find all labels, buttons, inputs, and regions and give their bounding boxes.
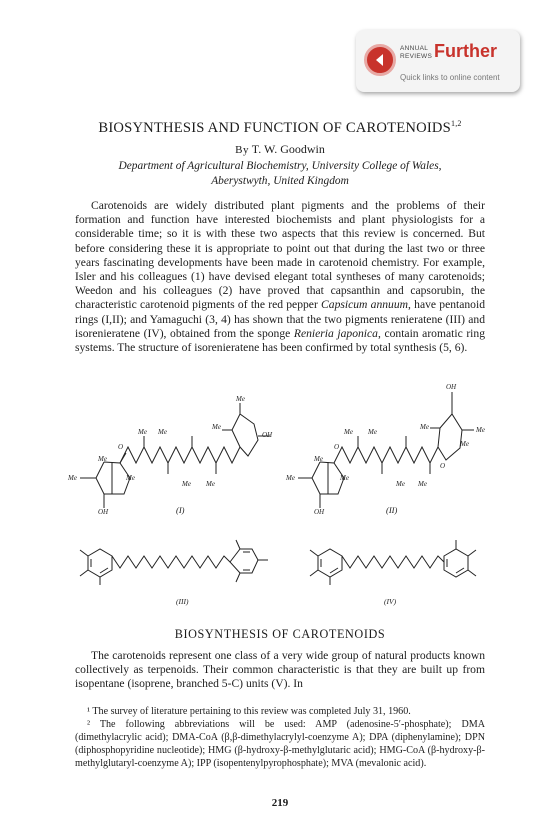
structure-II-atom: Me bbox=[314, 455, 323, 463]
structure-I-label: (I) bbox=[176, 505, 185, 515]
intro-paragraph: Carotenoids are widely distributed plant pigments and the problems of their formation and function have interested biochemists and plant physiologists for a considerable time; so it is with these two aspects that this review is concerned. But before considering these it is appropriate to point out that during the last two or three years fascinating developments have been made in carotenoid chemistry. For example, Isler and his colleagues (1) have devised elegant total syntheses of many carotenoids; Weedon and his colleagues (2) have proved that capsanthin and capsorubin, the characteristic carotenoid pigments of the red pepper Capsicum annuum, have pentanoid rings (I,II); and Yamaguchi (3, 4) has shown that the two pigments renieratene (III) and isorenieratene (IV), obtained from the sponge Renieria japonica, contain aromatic ring systems. The structure of isorenieratene has been confirmed by total synthesis (5, 6). bbox=[75, 199, 485, 355]
section-heading: BIOSYNTHESIS OF CAROTENOIDS bbox=[174, 627, 386, 641]
structure-II-atom: OH bbox=[314, 508, 325, 516]
structure-II-atom: OH bbox=[446, 383, 457, 391]
structure-IV-skeleton bbox=[310, 540, 476, 585]
further-subtitle: Quick links to online content bbox=[400, 73, 500, 82]
structure-II-atom: Me bbox=[368, 428, 377, 436]
affiliation: Department of Agricultural Biochemistry, University College of Wales, Aberystwyth, United Kingdom bbox=[118, 160, 442, 187]
article-title: BIOSYNTHESIS AND FUNCTION OF CAROTENOIDS$^{1,2}$ bbox=[98, 119, 462, 136]
structure-III-label: (III) bbox=[176, 597, 189, 606]
page-number: 219 bbox=[271, 797, 289, 809]
structure-II-atom: Me bbox=[396, 480, 405, 488]
structure-I-atom: Me bbox=[206, 480, 215, 488]
annual-label: ANNUAL bbox=[400, 45, 429, 52]
further-brand: Further bbox=[434, 41, 497, 61]
footnote-1: ¹ The survey of literature pertaining to this review was completed July 31, 1960. bbox=[87, 706, 411, 717]
structure-I-atom: Me bbox=[138, 428, 147, 436]
structure-II-atom: Me bbox=[476, 426, 485, 434]
structure-II-skeleton bbox=[298, 392, 474, 508]
structure-I-atom: Me bbox=[68, 474, 77, 482]
structure-I-atom: Me bbox=[126, 474, 135, 482]
structure-II-atom: Me bbox=[460, 440, 469, 448]
structure-I-atom: OH bbox=[262, 431, 273, 439]
structure-IV-label: (IV) bbox=[384, 597, 397, 606]
body-paragraph: The carotenoids represent one class of a very wide group of natural products known collectively as terpenoids. Their common characteristic is that they are built up from isopentane (isoprene, branched 5-C) units (V). In bbox=[75, 649, 485, 691]
structure-I-atom: OH bbox=[98, 508, 109, 516]
structure-I-atom: Me bbox=[182, 480, 191, 488]
reviews-label: REVIEWS bbox=[400, 53, 433, 60]
structure-II-atom: Me bbox=[420, 423, 429, 431]
structure-I-atom: Me bbox=[212, 423, 221, 431]
structure-II-atom: Me bbox=[418, 480, 427, 488]
structure-I-atom: Me bbox=[98, 455, 107, 463]
structure-II-atom: Me bbox=[344, 428, 353, 436]
structure-II-atom: O bbox=[334, 443, 340, 451]
structure-II-atom: Me bbox=[286, 474, 295, 482]
author-line: By T. W. Goodwin bbox=[235, 142, 325, 156]
structure-I-atom: Me bbox=[158, 428, 167, 436]
structure-II-label: (II) bbox=[386, 505, 398, 515]
structure-I-atom: O bbox=[118, 443, 124, 451]
footnote-2: ² The following abbreviations will be used: AMP (adenosine-5′-phosphate); DMA (dimethylacrylic acid); DMA-CoA (β,β-dimethylacrylyl-coenzyme A); DPA (diphenylamine); DPN (diphosphopyridine nucleotide); HMG (β-hydroxy-β-methylglutaric acid); HMG-CoA (β-hydroxy-β-methylglutaryl-coenzyme A); IPP (isopentenylpyrophosphate); MVA (mevalonic acid). bbox=[75, 719, 485, 769]
structure-I-atom: Me bbox=[236, 395, 245, 403]
structure-I-skeleton bbox=[80, 403, 273, 508]
structure-III-skeleton bbox=[80, 540, 268, 585]
structure-II-atom: Me bbox=[340, 474, 349, 482]
structure-II-atom: O bbox=[440, 462, 446, 470]
